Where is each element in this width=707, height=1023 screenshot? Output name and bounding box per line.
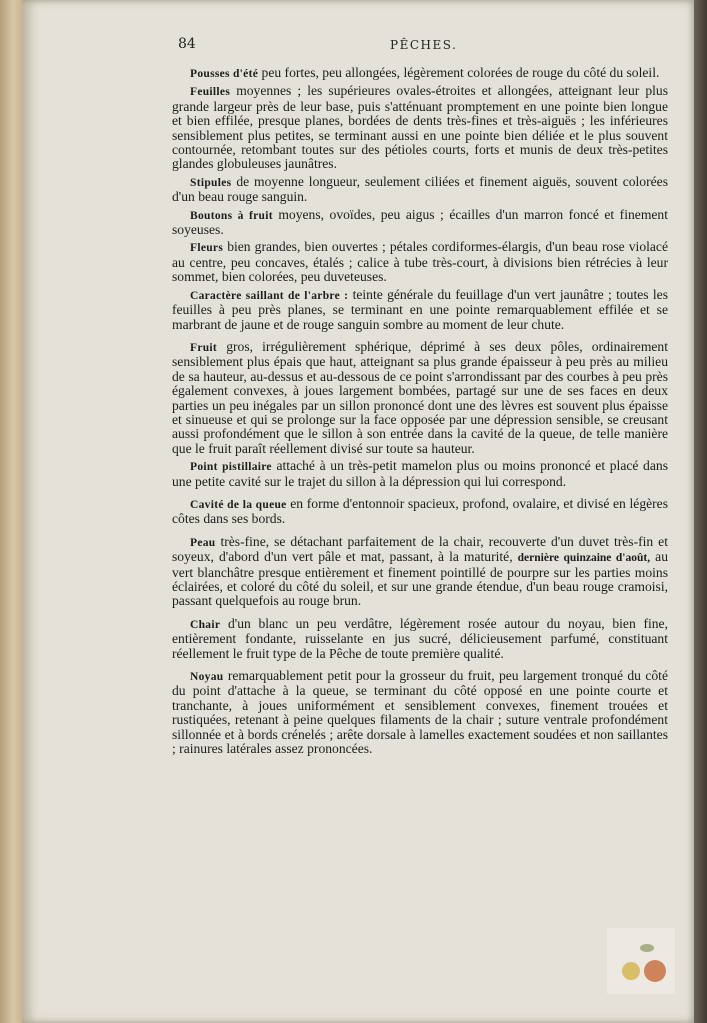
paragraph-text: au vert blanchâtre presque entièrement et finement pointillé de pourpre sur les parties moins éclairées, et coloré du côté du soleil, et sur une grande étendue, d'un beau rouge cramoisi, passant quelquefois au rouge brun. [172, 549, 668, 609]
paragraph-text: très-fine, se détachant parfaitement de la chair, recouverte d'un duvet très-fin et soyeux, d'abord d'un vert pâle et mat, passant, à la maturité, [172, 533, 668, 565]
paragraph-lead: Pousses d'été [190, 68, 259, 80]
paragraph-fruit [172, 340, 668, 456]
paragraph-feuilles [172, 84, 668, 171]
paragraph-lead: Noyau [190, 671, 224, 684]
paragraph-lead: Fruit [190, 341, 218, 354]
paragraph-text: bien grandes, bien ouvertes ; pétales cordiformes-élargis, d'un beau rose violacé au centre, peu concaves, étalés ; calice à tube très-court, à divisions bien rétrécies à leur sommet, bien colorées, peu duveteuses. [172, 239, 668, 285]
page-body [172, 66, 668, 759]
paragraph-lead: Chair [190, 618, 221, 631]
paragraph-text: moyens, ovoïdes, peu aigus ; écailles d'un marron foncé et finement soyeuses. [172, 206, 668, 238]
paragraph-lead: Caractère saillant de l'arbre : [190, 289, 349, 302]
paragraph-text: teinte générale du feuillage d'un vert jaunâtre ; toutes les feuilles à peu près planes, se terminant en une pointe remarquablement effilée et se marbrant de jaune et de rouge sanguin sombre au moment de leur chute. [172, 286, 668, 332]
book-page [22, 0, 694, 1023]
paragraph-boutons [172, 208, 668, 238]
paragraph-text: remarquablement petit pour la grosseur du fruit, peu largement tronqué du côté du point d'attache à la queue, se terminant du côté opposé en une pointe courte et tranchante, à joues uniformément et sensiblement convexes, finement trouées et rustiquées, retenant à peine quelques filaments de la chair ; suture ventrale profondément sillonnée et à bords crénelés ; arête dorsale à lamelles exactement soudées et non saillantes ; rainures latérales assez prononcées. [172, 668, 668, 757]
paragraph-point-pistillaire [172, 459, 668, 489]
paragraph-text: attaché à un très-petit mamelon plus ou moins prononcé et placé dans une petite cavité sur le trajet du sillon à la dépression qui lui correspond. [172, 458, 668, 489]
paragraph-text: de moyenne longueur, seulement ciliées et finement aiguës, souvent colorées d'un beau rouge sanguin. [172, 173, 668, 205]
page-number: 84 [178, 36, 196, 52]
paragraph-lead: Stipules [190, 176, 232, 189]
peach-icon [622, 962, 640, 980]
paragraph-stipules [172, 175, 668, 205]
fruit-illustration-stamp [607, 928, 675, 994]
page-header [22, 36, 694, 58]
paragraph-fleurs [172, 240, 668, 284]
paragraph-lead: Point pistillaire [190, 461, 272, 474]
paragraph-lead: Feuilles [190, 86, 231, 99]
ripening-period: dernière quinzaine d'août, [517, 552, 651, 565]
running-title: PÊCHES. [390, 38, 458, 52]
paragraph-lead: Fleurs [190, 242, 224, 255]
paragraph-cavite [172, 497, 668, 527]
facing-page-edge [694, 0, 707, 1023]
paragraph-noyau [172, 669, 668, 756]
paragraph-lead: Peau [190, 536, 216, 549]
peach-icon [644, 960, 666, 982]
paragraph-lead: Boutons à fruit [190, 209, 273, 222]
paragraph-lead: Cavité de la queue [190, 498, 287, 511]
paragraph-peau [172, 535, 668, 609]
paragraph-text: en forme d'entonnoir spacieux, profond, ovalaire, et divisé en légères côtes dans ses bords. [172, 495, 669, 527]
paragraph-text: peu fortes, peu allongées, légèrement colorées de rouge du côté du soleil. [261, 65, 660, 80]
paragraph-pousses [172, 66, 668, 81]
paragraph-chair [172, 617, 668, 661]
book-gutter-edge [0, 0, 22, 1023]
paragraph-text: d'un blanc un peu verdâtre, légèrement rosée autour du noyau, bien fine, entièrement fondante, ruisselante en jus sucré, délicieusement parfumé, constituant réellement le fruit type de la Pêche de toute première qualité. [172, 615, 668, 661]
paragraph-caractere [172, 288, 668, 332]
paragraph-text: moyennes ; les supérieures ovales-étroites et allongées, atteignant leur plus grande largeur près de leur base, puis s'atténuant promptement en une pointe bien longue et bien effilée, presque planes, bordées de dents très-fines et très-aiguës ; les inférieures sensiblement plus petites, se terminant aussi en une pointe bien déliée et le plus souvent contournée, retombant toutes sur des pétioles courts, forts et munis de deux très-petites glandes globuleuses jaunâtres. [172, 83, 669, 172]
leaf-icon [640, 944, 654, 952]
paragraph-text: gros, irrégulièrement sphérique, déprimé à ses deux pôles, ordinairement sensiblement plus épais que haut, atteignant sa plus grande épaisseur à peu près au milieu de sa hauteur, au-dessus et au-dessous de ce point s'arrondissant par des courbes à peu près également convexes, à joues largement bombées, partagé sur une de ses faces en deux parties un peu inégales par un sillon prononcé dont une des lèvres est souvent plus épaisse et sinueuse et qui se prolonge sur la face opposée par une dépression sensible, se creusant aussi profondément que le sillon à son entrée dans la cavité de la queue, de telle manière que le fruit paraît réellement divisé sur toute sa hauteur. [172, 338, 669, 456]
